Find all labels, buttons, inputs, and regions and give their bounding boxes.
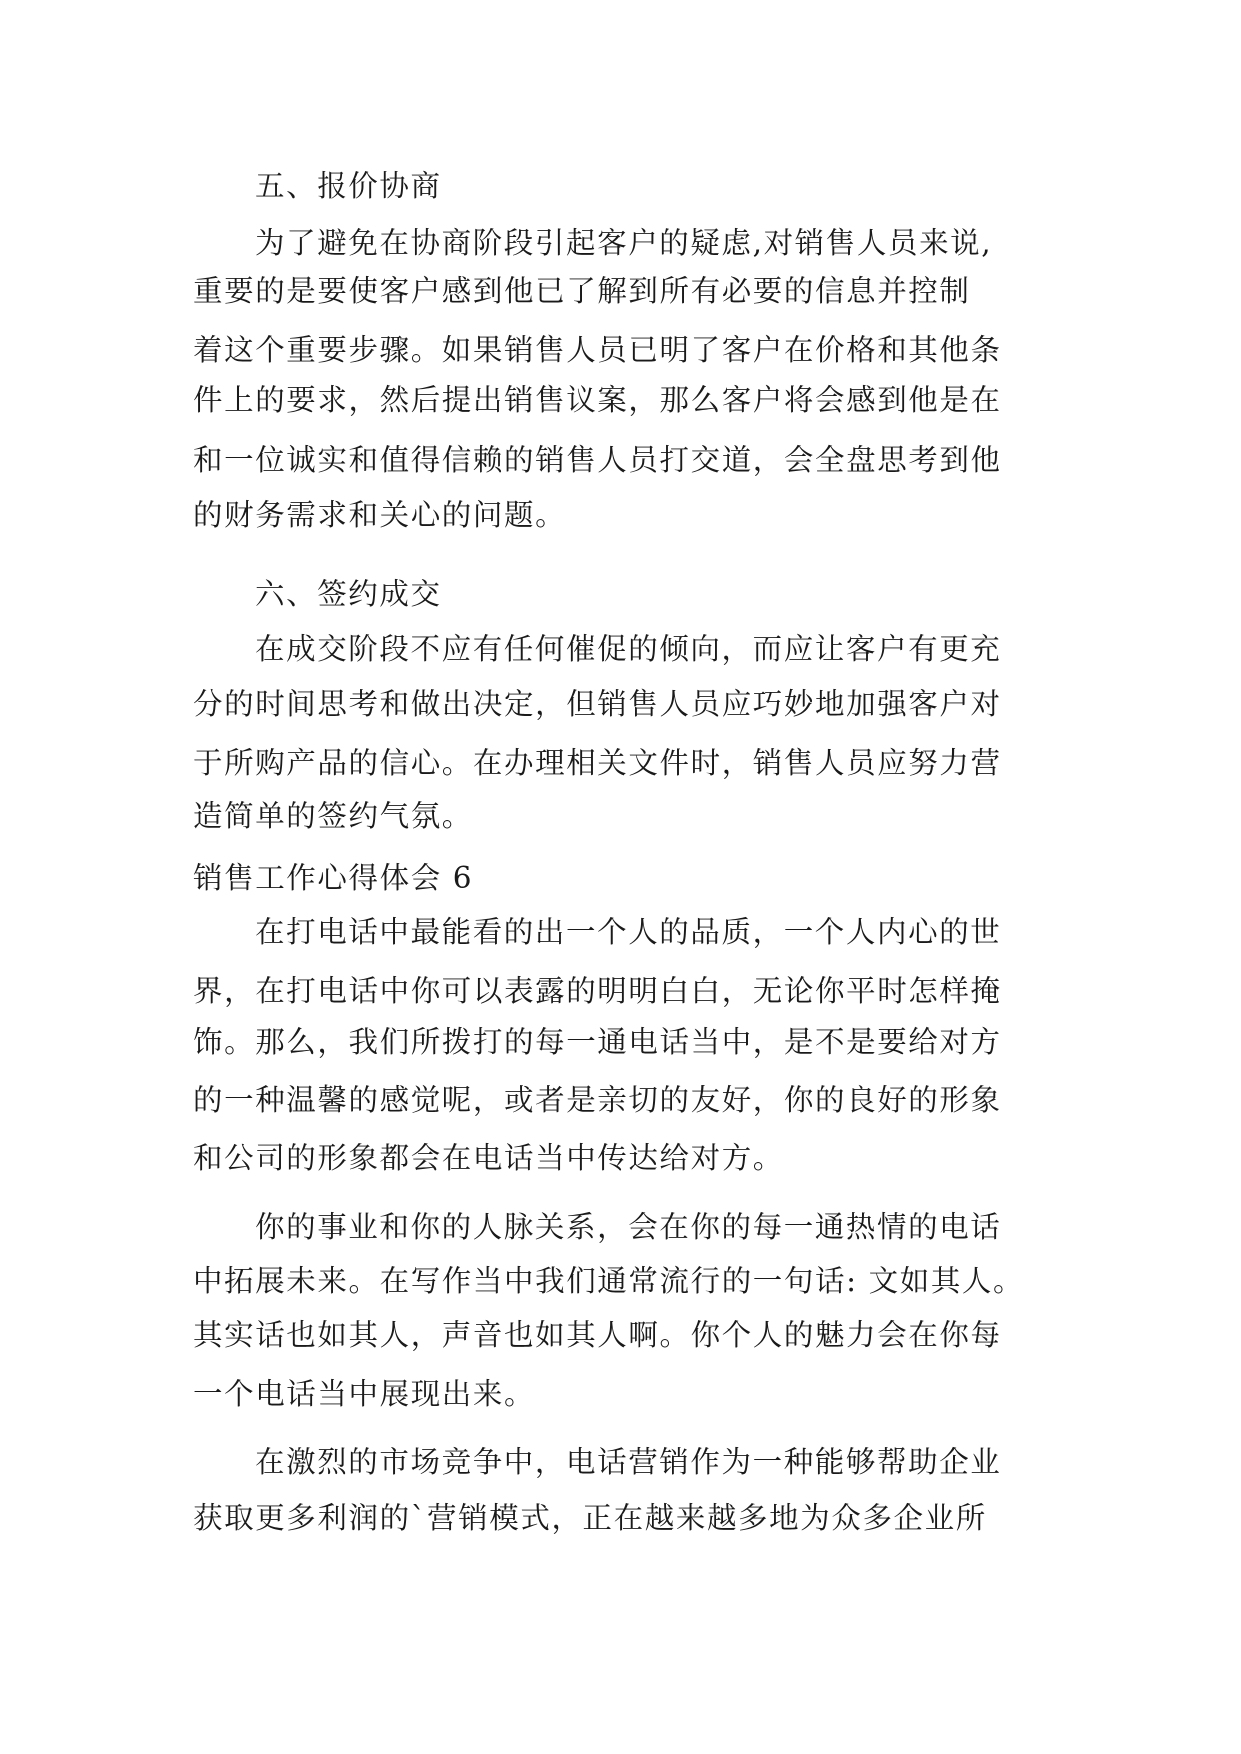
paragraph-line: 和一位诚实和值得信赖的销售人员打交道，会全盘思考到他: [193, 443, 1002, 477]
paragraph-line: 一个电话当中展现出来。: [193, 1377, 536, 1411]
paragraph-line: 在激烈的市场竞争中，电话营销作为一种能够帮助企业: [255, 1445, 1002, 1479]
paragraph-line: 获取更多利润的`营销模式，正在越来越多地为众多企业所: [193, 1501, 987, 1535]
section-heading-signing: 六、签约成交: [255, 577, 442, 611]
paragraph-line: 界，在打电话中你可以表露的明明白白，无论你平时怎样掩: [193, 974, 1002, 1008]
paragraph-line: 和公司的形象都会在电话当中传达给对方。: [193, 1141, 784, 1175]
paragraph-line: 在成交阶段不应有任何催促的倾向，而应让客户有更充: [255, 632, 1002, 666]
paragraph-line: 件上的要求，然后提出销售议案，那么客户将会感到他是在: [193, 383, 1002, 417]
section-heading-quote-negotiation: 五、报价协商: [255, 169, 442, 203]
paragraph-line: 的一种温馨的感觉呢，或者是亲切的友好，你的良好的形象: [193, 1083, 1002, 1117]
paragraph-line: 造简单的签约气氛。: [193, 799, 473, 833]
paragraph-line: 着这个重要步骤。如果销售人员已明了客户在价格和其他条: [193, 333, 1002, 367]
paragraph-line: 其实话也如其人，声音也如其人啊。你个人的魅力会在你每: [193, 1318, 1002, 1352]
article-title: 销售工作心得体会 6: [193, 861, 474, 895]
paragraph-line: 你的事业和你的人脉关系，会在你的每一通热情的电话: [255, 1210, 1002, 1244]
paragraph-line: 重要的是要使客户感到他已了解到所有必要的信息并控制: [193, 274, 971, 308]
paragraph-line: 的财务需求和关心的问题。: [193, 498, 567, 532]
paragraph-line: 饰。那么，我们所拨打的每一通电话当中，是不是要给对方: [193, 1025, 1002, 1059]
paragraph-line: 于所购产品的信心。在办理相关文件时，销售人员应努力营: [193, 746, 1002, 780]
paragraph-line: 为了避免在协商阶段引起客户的疑虑,对销售人员来说,: [255, 226, 993, 260]
paragraph-line: 在打电话中最能看的出一个人的品质，一个人内心的世: [255, 915, 1002, 949]
paragraph-line: 中拓展未来。在写作当中我们通常流行的一句话: 文如其人。: [193, 1264, 1025, 1298]
paragraph-line: 分的时间思考和做出决定，但销售人员应巧妙地加强客户对: [193, 687, 1002, 721]
